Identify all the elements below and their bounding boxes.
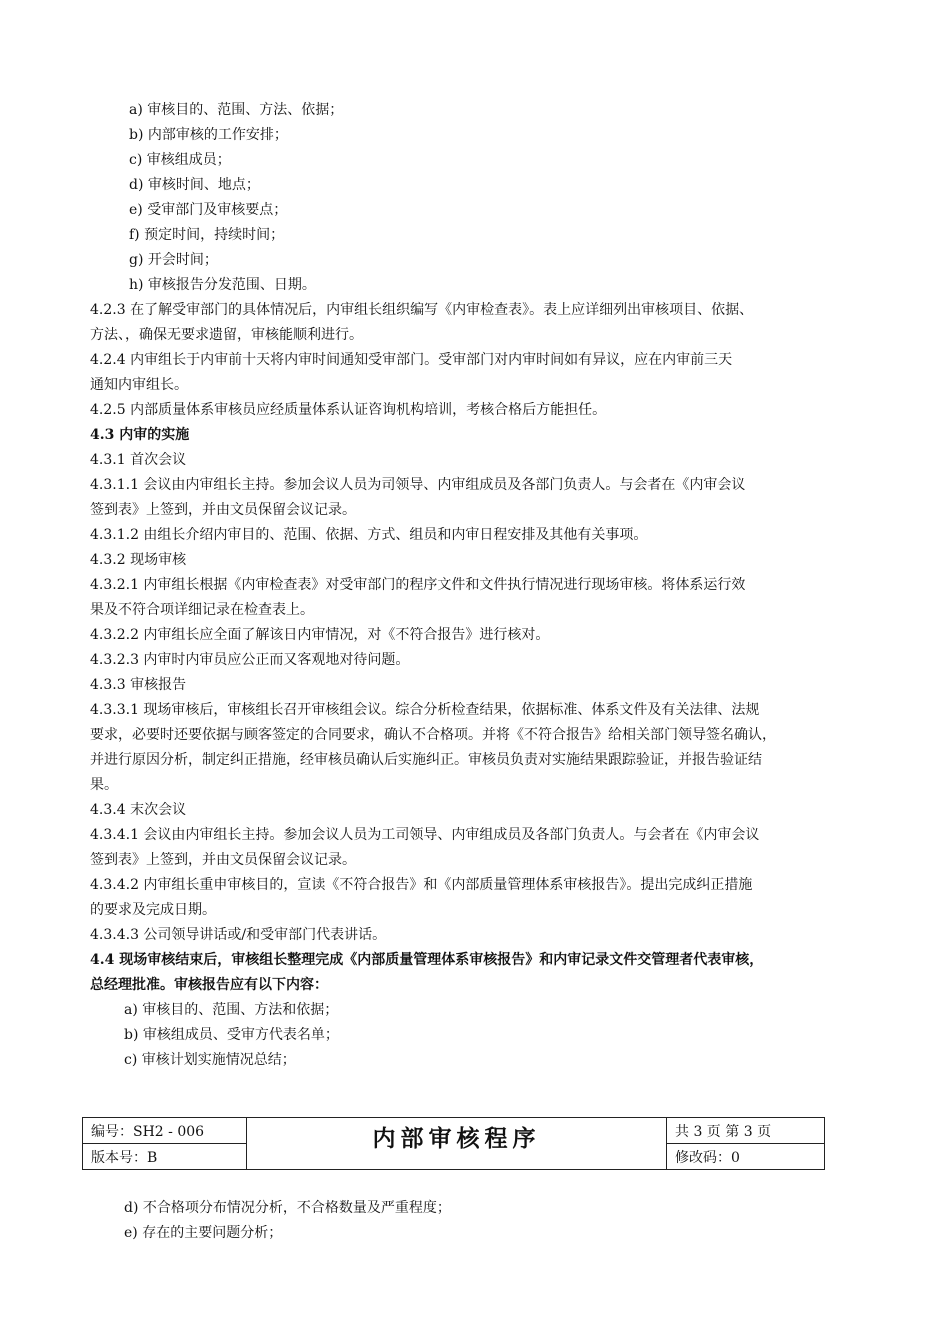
text-line: d) 审核时间、地点； (129, 177, 260, 193)
doc-title: 内部审核程序 (247, 1118, 667, 1170)
text-line: 4.3.3.1 现场审核后，审核组长召开审核组会议。综合分析检查结果，依据标准、体系文件及有关法律、法规 (90, 702, 760, 718)
text-line: 4.3.2.2 内审组长应全面了解该日内审情况，对《不符合报告》进行核对。 (90, 627, 550, 643)
text-line: d) 不合格项分布情况分析，不合格数量及严重程度； (124, 1200, 451, 1216)
text-line: 4.3.4 末次会议 (90, 802, 187, 818)
text-line: 果。 (90, 777, 118, 793)
text-line: 4.3.2.3 内审时内审员应公正而又客观地对待问题。 (90, 652, 410, 668)
text-line: f) 预定时间，持续时间； (129, 227, 285, 243)
text-line: b) 审核组成员、受审方代表名单； (124, 1027, 339, 1043)
text-line: 签到表》上签到，并由文员保留会议记录。 (90, 502, 356, 518)
text-line: 4.3.1 首次会议 (90, 452, 187, 468)
text-line: 并进行原因分析，制定纠正措施，经审核员确认后实施纠正。审核员负责对实施结果跟踪验证，并报告验证结 (90, 752, 762, 768)
document-header-table (82, 1117, 825, 1170)
text-line: c) 审核计划实施情况总结； (124, 1052, 296, 1068)
text-line: 4.2.3 在了解受审部门的具体情况后，内审组长组织编写《内审检查表》。表上应详细列出审核项目、依据、 (90, 302, 754, 318)
text-line: 4.3.1.2 由组长介绍内审目的、范围、依据、方式、组员和内审日程安排及其他有关事项。 (90, 527, 648, 543)
revision-code: 修改码：0 (667, 1144, 825, 1170)
text-line: a) 审核目的、范围、方法和依据； (124, 1002, 339, 1018)
text-line: 果及不符合项详细记录在检查表上。 (90, 602, 314, 618)
text-line: h) 审核报告分发范围、日期。 (129, 277, 316, 293)
text-line: 4.3.4.2 内审组长重申审核目的，宣读《不符合报告》和《内部质量管理体系审核报告》。提出完成纠正措施 (90, 877, 753, 893)
page-count: 共 3 页 第 3 页 (667, 1118, 825, 1144)
text-line: 4.2.4 内审组长于内审前十天将内审时间通知受审部门。受审部门对内审时间如有异议，应在内审前三天 (90, 352, 733, 368)
text-line: 总经理批准。审核报告应有以下内容： (90, 977, 328, 993)
text-line: 4.3 内审的实施 (90, 427, 190, 443)
text-line: a) 审核目的、范围、方法、依据； (129, 102, 344, 118)
text-line: c) 审核组成员； (129, 152, 231, 168)
text-line: 方法、，确保无要求遗留，审核能顺利进行。 (90, 327, 363, 343)
text-line: 通知内审组长。 (90, 377, 188, 393)
text-line: 4.3.2 现场审核 (90, 552, 187, 568)
text-line: 要求，必要时还要依据与顾客签定的合同要求，确认不合格项。并将《不符合报告》给相关部门领导签名确认， (90, 727, 776, 743)
text-line: 4.3.4.3 公司领导讲话或/和受审部门代表讲话。 (90, 927, 387, 943)
text-line: 4.4 现场审核结束后，审核组长整理完成《内部质量管理体系审核报告》和内审记录文件交管理者代表审核， (90, 952, 764, 968)
text-line: 4.3.3 审核报告 (90, 677, 187, 693)
text-line: 4.3.4.1 会议由内审组长主持。参加会议人员为工司领导、内审组成员及各部门负责人。与会者在《内审会议 (90, 827, 760, 843)
version-number: 版本号：B (83, 1144, 247, 1170)
text-line: 4.3.2.1 内审组长根据《内审检查表》对受审部门的程序文件和文件执行情况进行现场审核。将体系运行效 (90, 577, 746, 593)
text-line: 4.3.1.1 会议由内审组长主持。参加会议人员为司领导、内审组成员及各部门负责人。与会者在《内审会议 (90, 477, 746, 493)
text-line: 签到表》上签到，并由文员保留会议记录。 (90, 852, 356, 868)
text-line: b) 内部审核的工作安排； (129, 127, 288, 143)
text-line: e) 存在的主要问题分析； (124, 1225, 283, 1241)
text-line: g) 开会时间； (129, 252, 218, 268)
text-line: 的要求及完成日期。 (90, 902, 216, 918)
doc-code: 编号：SH2 - 006 (83, 1118, 247, 1144)
text-line: 4.2.5 内部质量体系审核员应经质量体系认证咨询机构培训，考核合格后方能担任。 (90, 402, 607, 418)
text-line: e) 受审部门及审核要点； (129, 202, 288, 218)
